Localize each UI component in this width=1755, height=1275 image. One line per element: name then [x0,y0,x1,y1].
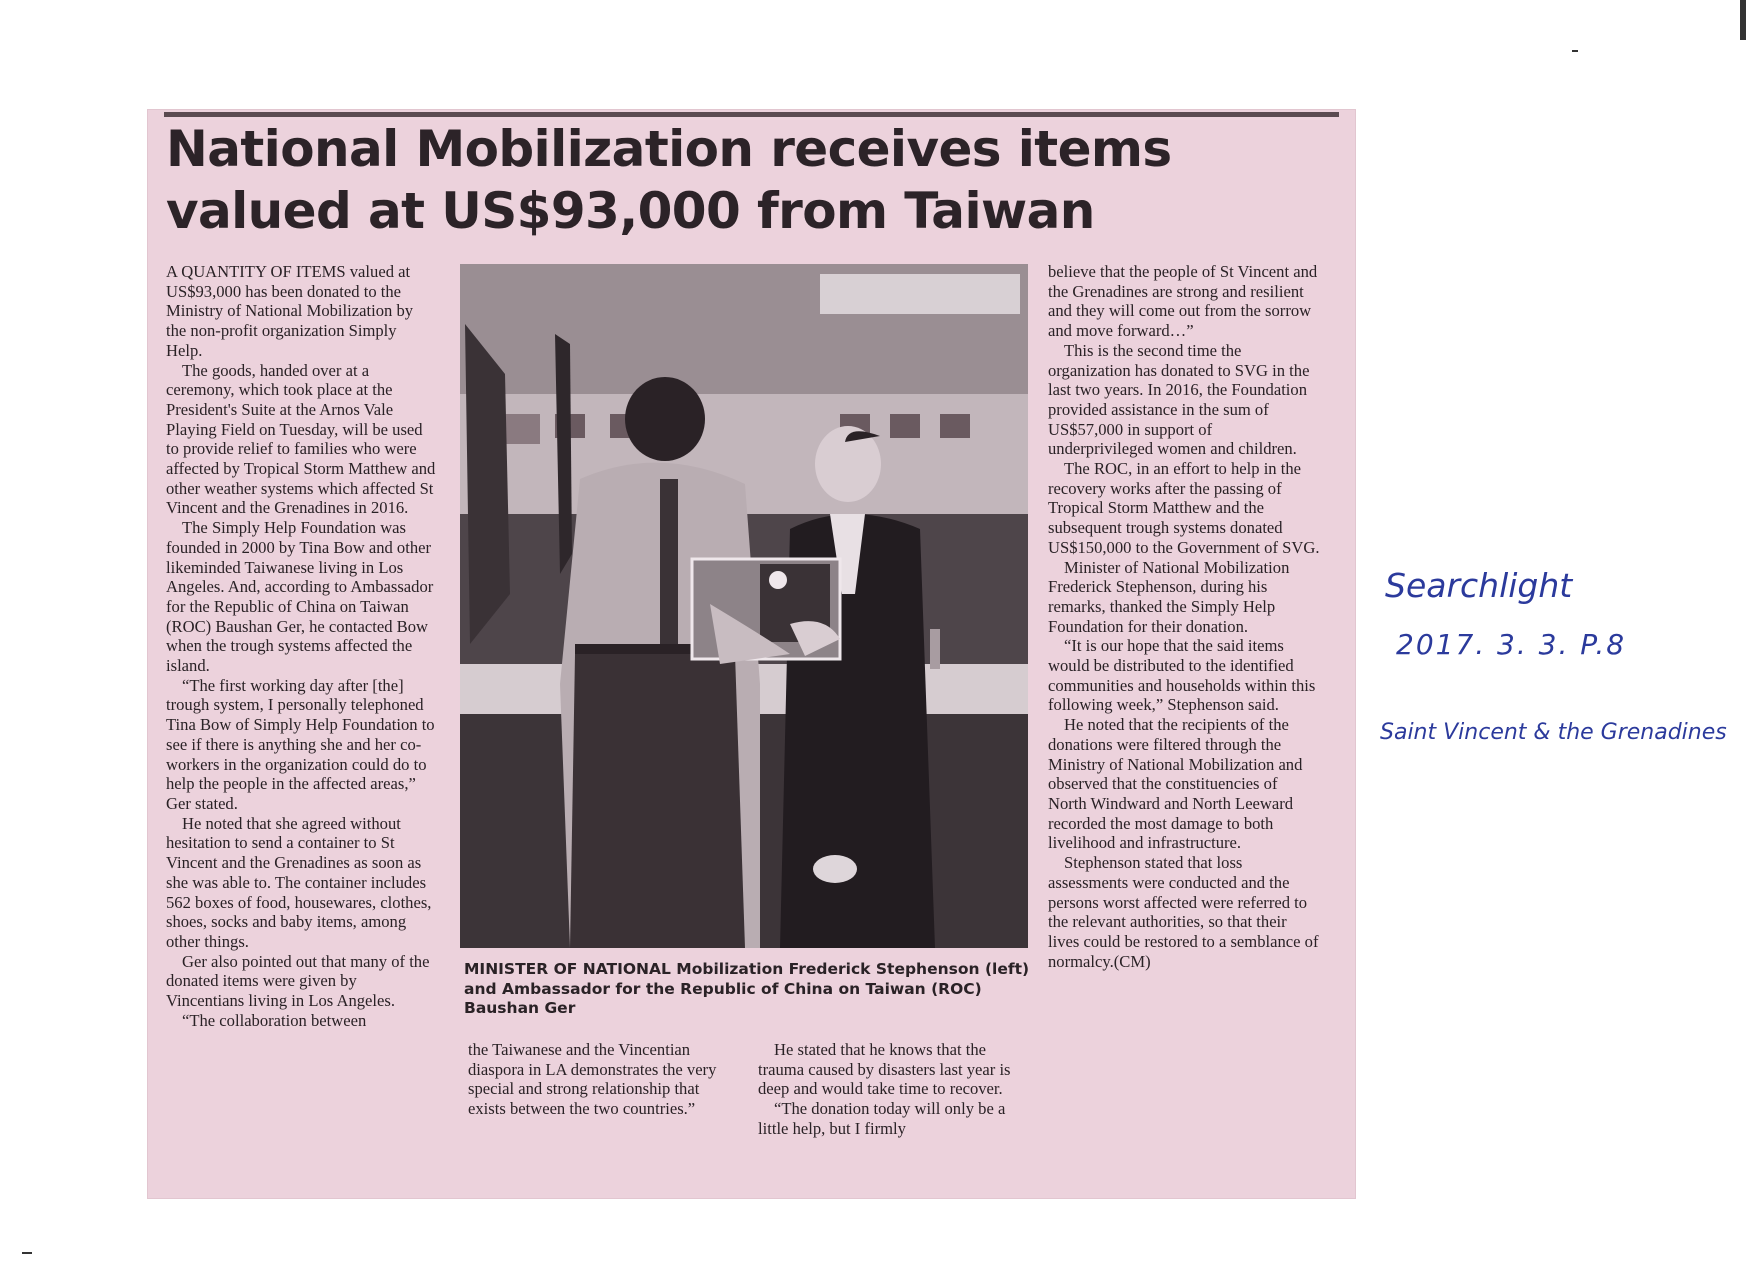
paragraph: Stephenson stated that loss assessments were conducted and the persons worst affected were referred to the relevant authorities, so that their lives could be restored to a semblance of normalcy.(CM) [1048,853,1319,971]
photo-illustration [460,264,1028,948]
paragraph: He noted that the recipients of the donations were filtered through the Ministry of National Mobilization and observed that the constituencies of North Windward and North Leeward recorded the most damage to both livelihood and infrastructure. [1048,715,1303,853]
scan-edge-mark [1740,0,1746,40]
newspaper-clipping [148,110,1355,1198]
paragraph: The goods, handed over at a ceremony, which took place at the President's Suite at the Arnos Vale Playing Field on Tuesday, will be used to provide relief to families who were affected by Tropical Storm Matthew and other weather systems which affected St Vincent and the Grenadines in 2016. [166,360,436,518]
paragraph: “The donation today will only be a little help, but I firmly [758,1099,1006,1138]
scan-fleck [1572,50,1578,52]
paragraph: Ger also pointed out that many of the donated items were given by Vincentians living in Los Angeles. [166,951,430,1011]
paragraph: The Simply Help Foundation was founded in 2000 by Tina Bow and other likeminded Taiwanese living in Los Angeles. And, according to Ambassador for the Republic of China on Taiwan (ROC) Baushan Ger, he contacted Bow when the trough systems affected the island. [166,518,434,676]
paragraph: He noted that she agreed without hesitation to send a container to St Vincent and the Grenadines as soon as she was able to. The container includes 562 boxes of food, housewares, clothes, shoes, socks and baby items, among other things. [166,813,432,951]
paragraph: He stated that he knows that the trauma caused by disasters last year is deep and would take time to recover. [758,1040,1011,1099]
top-rule [164,112,1339,117]
handwritten-country-note: Saint Vincent & the Grenadines [1380,720,1727,745]
paragraph: “The collaboration between [182,1010,367,1030]
handwritten-source-note: Searchlight [1385,566,1573,605]
paragraph: The ROC, in an effort to help in the recovery works after the passing of Tropical Storm Matthew and the subsequent trough systems donated US$150,000 to the Government of SVG. [1048,459,1320,557]
paragraph: “It is our hope that the said items would be distributed to the identified communities and households within this following week,” Stephenson said. [1048,636,1316,715]
photo-caption: MINISTER OF NATIONAL Mobilization Frederick Stephenson (left) and Ambassador for the Republic of China on Taiwan (ROC) Baushan Ger [464,960,1030,1017]
handwritten-date-note: 2017. 3. 3. P.8 [1396,628,1627,661]
paragraph: the Taiwanese and the Vincentian diaspora in LA demonstrates the very special and strong relationship that exists between the two countries.” [468,1040,717,1119]
article-column-4 [1048,262,1320,971]
paragraph: A QUANTITY OF ITEMS valued at US$93,000 has been donated to the Ministry of National Mobilization by the non-profit organization Simply Help. [166,262,414,360]
scan-fleck [22,1252,32,1254]
paragraph: believe that the people of St Vincent and the Grenadines are strong and resilient and they will come out from the sorrow and move forward…” [1048,262,1318,341]
paragraph: “The first working day after [the] trough system, I personally telephoned Tina Bow of Simply Help Foundation to see if there is anything she and her co-workers in the organization could do to help the people in the affected areas,” Ger stated. [166,675,435,813]
paragraph: This is the second time the organization has donated to SVG in the last two years. In 2016, the Foundation provided assistance in the sum of US$57,000 in support of underprivileged women and children. [1048,340,1310,459]
ceremony-photo [460,264,1028,948]
article-column-1 [166,262,436,1030]
article-column-2 [468,1040,718,1119]
article-column-3 [758,1040,1020,1139]
paragraph: Minister of National Mobilization Frederick Stephenson, during his remarks, thanked the Simply Help Foundation for their donation. [1048,557,1290,636]
headline: National Mobilization receives items valued at US$93,000 from Taiwan [166,120,1172,240]
